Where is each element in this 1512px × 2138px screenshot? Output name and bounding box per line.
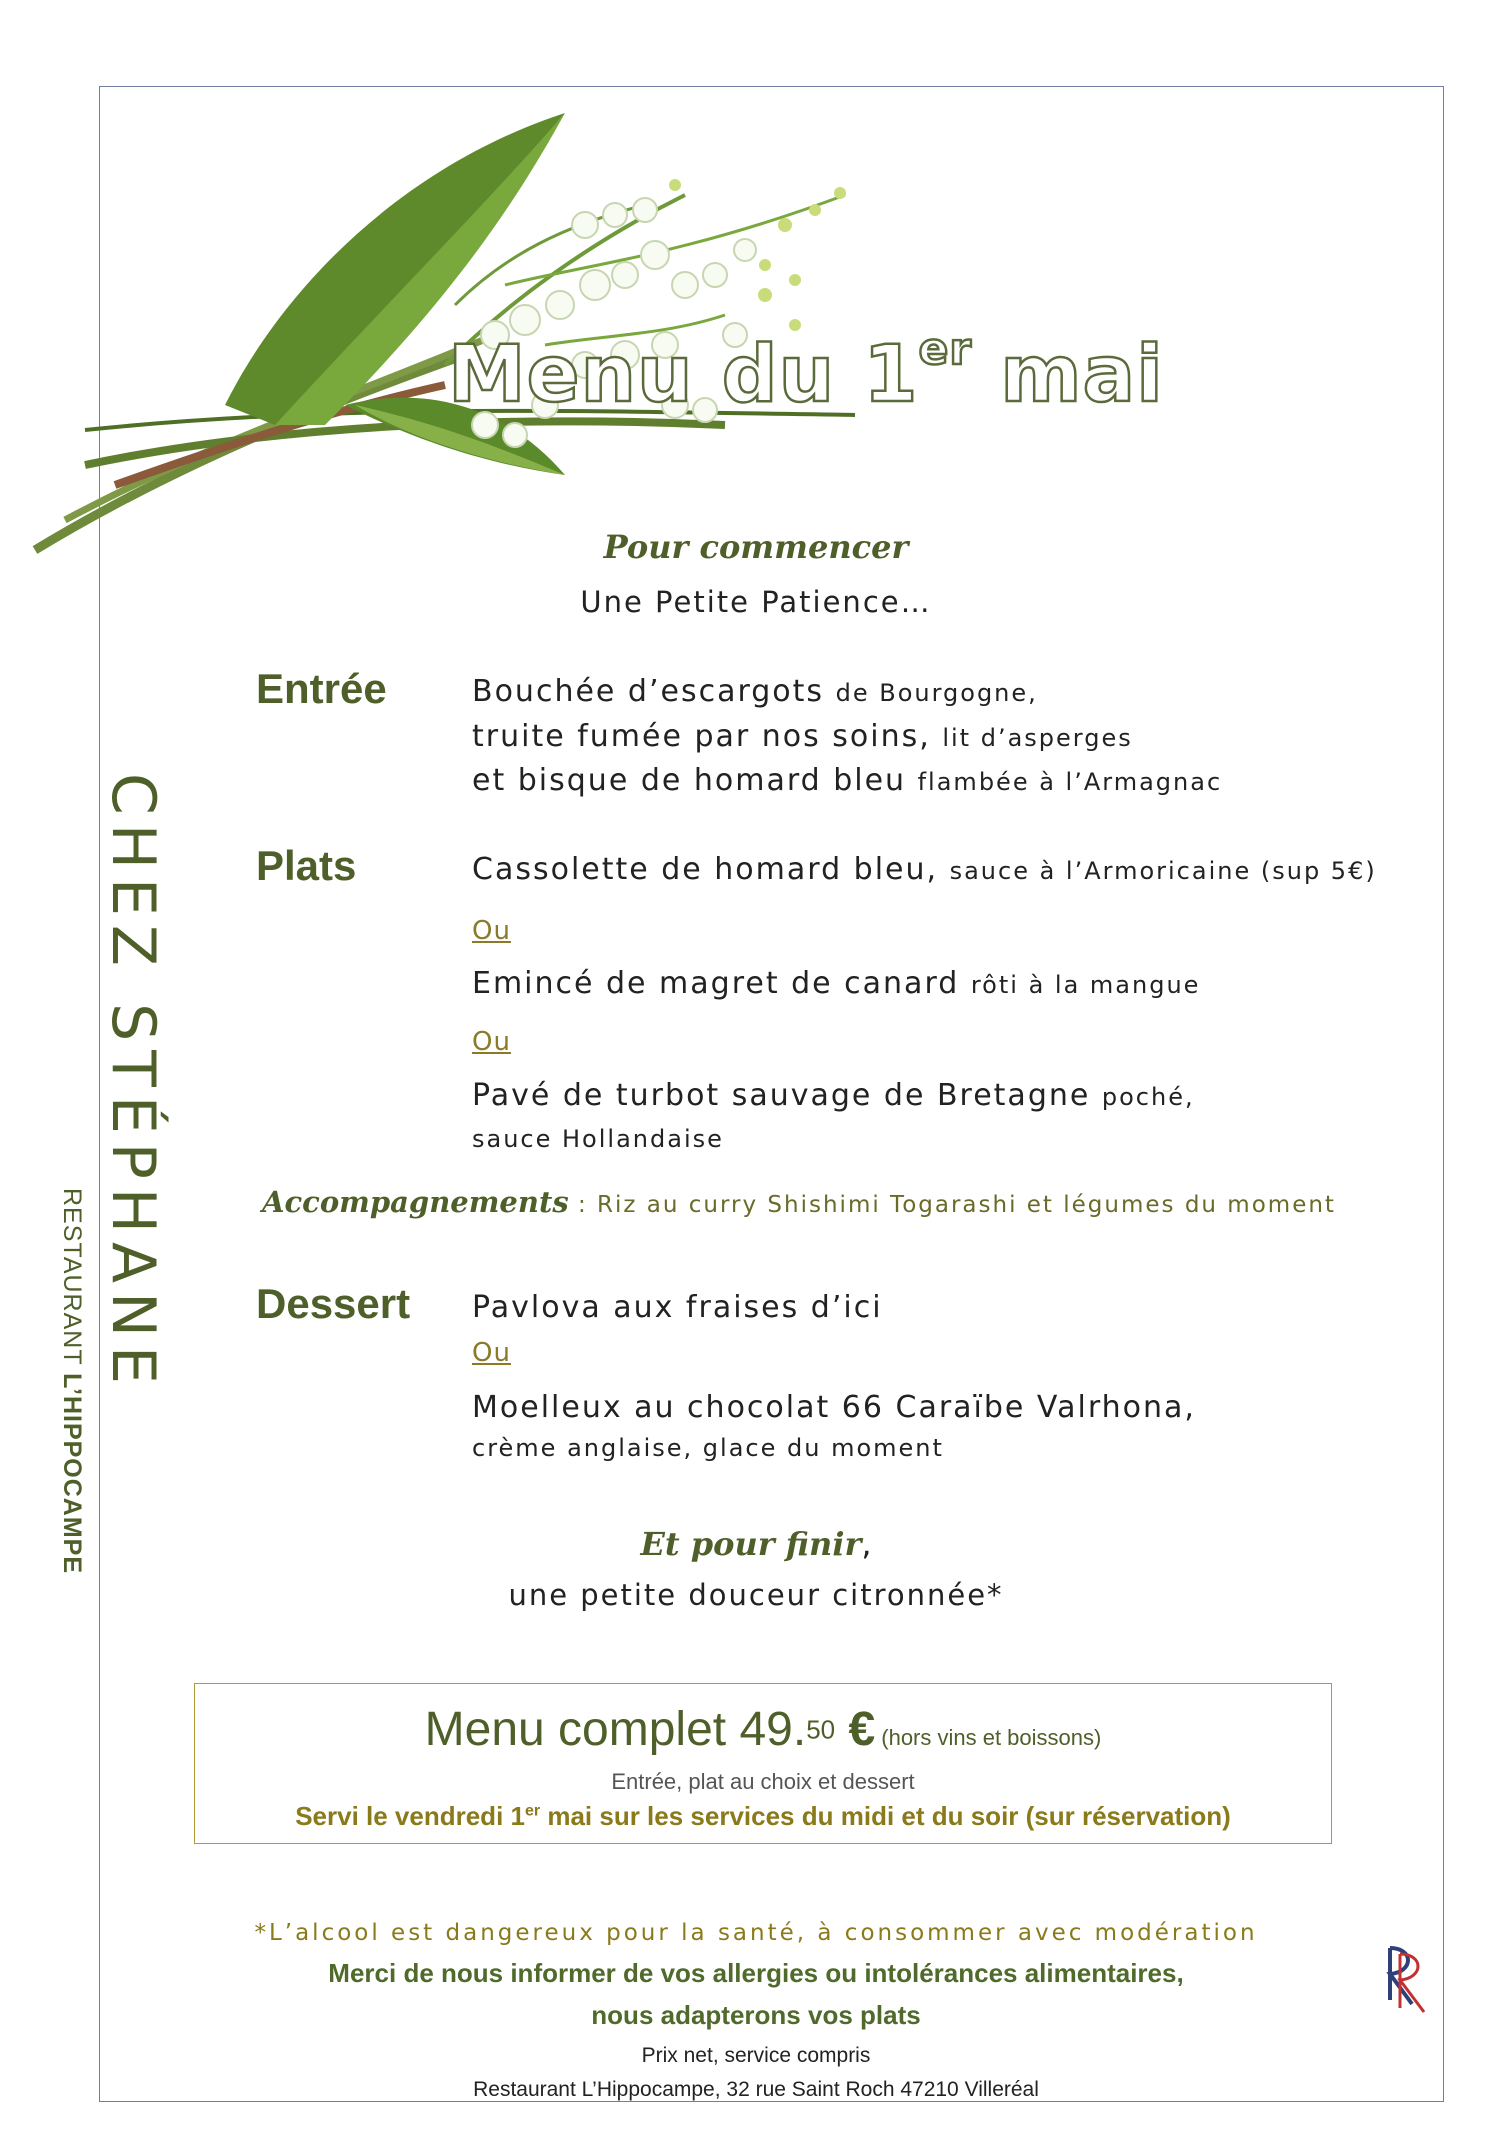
price-box bbox=[194, 1683, 1332, 1844]
entree-line-2: truite fumée par nos soins, lit d’asperges bbox=[472, 719, 1133, 754]
entree-line-1: Bouchée d’escargots de Bourgogne, bbox=[472, 674, 1038, 709]
intro-heading: Pour commencer bbox=[603, 528, 909, 566]
dessert-2: Moelleux au chocolat 66 Caraïbe Valrhona, bbox=[472, 1390, 1196, 1425]
plat-or-1: Ou bbox=[472, 916, 511, 946]
plat-2: Emincé de magret de canard rôti à la mangue bbox=[472, 966, 1201, 1001]
restaurant-name: CHEZ STÉPHANE bbox=[98, 773, 168, 1393]
rr-monogram-logo-icon bbox=[1372, 1938, 1432, 2018]
alcohol-warning: *L’alcool est dangereux pour la santé, à consommer avec modération bbox=[254, 1920, 1258, 1946]
allergy-line-2: nous adapterons vos plats bbox=[591, 2000, 921, 2030]
allergy-line-1: Merci de nous informer de vos allergies ou intolérances alimentaires, bbox=[328, 1958, 1184, 1988]
section-plats-label: Plats bbox=[256, 842, 357, 889]
dessert-2-sub: crème anglaise, glace du moment bbox=[472, 1434, 944, 1462]
accompagnements: Accompagnements : Riz au curry Shishimi Togarashi et légumes du moment bbox=[262, 1185, 1336, 1219]
plat-3: Pavé de turbot sauvage de Bretagne poché, bbox=[472, 1078, 1195, 1113]
dessert-1: Pavlova aux fraises d’ici bbox=[472, 1290, 883, 1325]
served-date: Servi le vendredi 1er mai sur les services du midi et du soir (sur réservation) bbox=[295, 1801, 1231, 1831]
price-includes: Entrée, plat au choix et dessert bbox=[611, 1769, 915, 1794]
menu-title: Menu du 1er mai bbox=[448, 324, 1164, 420]
address: Restaurant L’Hippocampe, 32 rue Saint Roch 47210 Villeréal bbox=[473, 2078, 1039, 2101]
intro-text: Une Petite Patience… bbox=[580, 585, 932, 619]
plat-or-2: Ou bbox=[472, 1027, 511, 1057]
price-line: Menu complet 49.50 € (hors vins et boissons) bbox=[424, 1703, 1102, 1756]
plat-3-sub: sauce Hollandaise bbox=[472, 1125, 724, 1153]
restaurant-subtitle: RESTAURANT L’HIPPOCAMPE bbox=[58, 1188, 86, 1575]
section-entree-label: Entrée bbox=[256, 665, 387, 712]
finish-text: une petite douceur citronnée* bbox=[508, 1578, 1004, 1612]
dessert-or: Ou bbox=[472, 1338, 511, 1368]
finish-heading: Et pour finir, bbox=[640, 1525, 872, 1563]
plat-1: Cassolette de homard bleu, sauce à l’Armoricaine (sup 5€) bbox=[472, 852, 1377, 887]
price-note: Prix net, service compris bbox=[641, 2044, 871, 2067]
entree-line-3: et bisque de homard bleu flambée à l’Armagnac bbox=[472, 763, 1223, 798]
section-dessert-label: Dessert bbox=[256, 1280, 411, 1327]
